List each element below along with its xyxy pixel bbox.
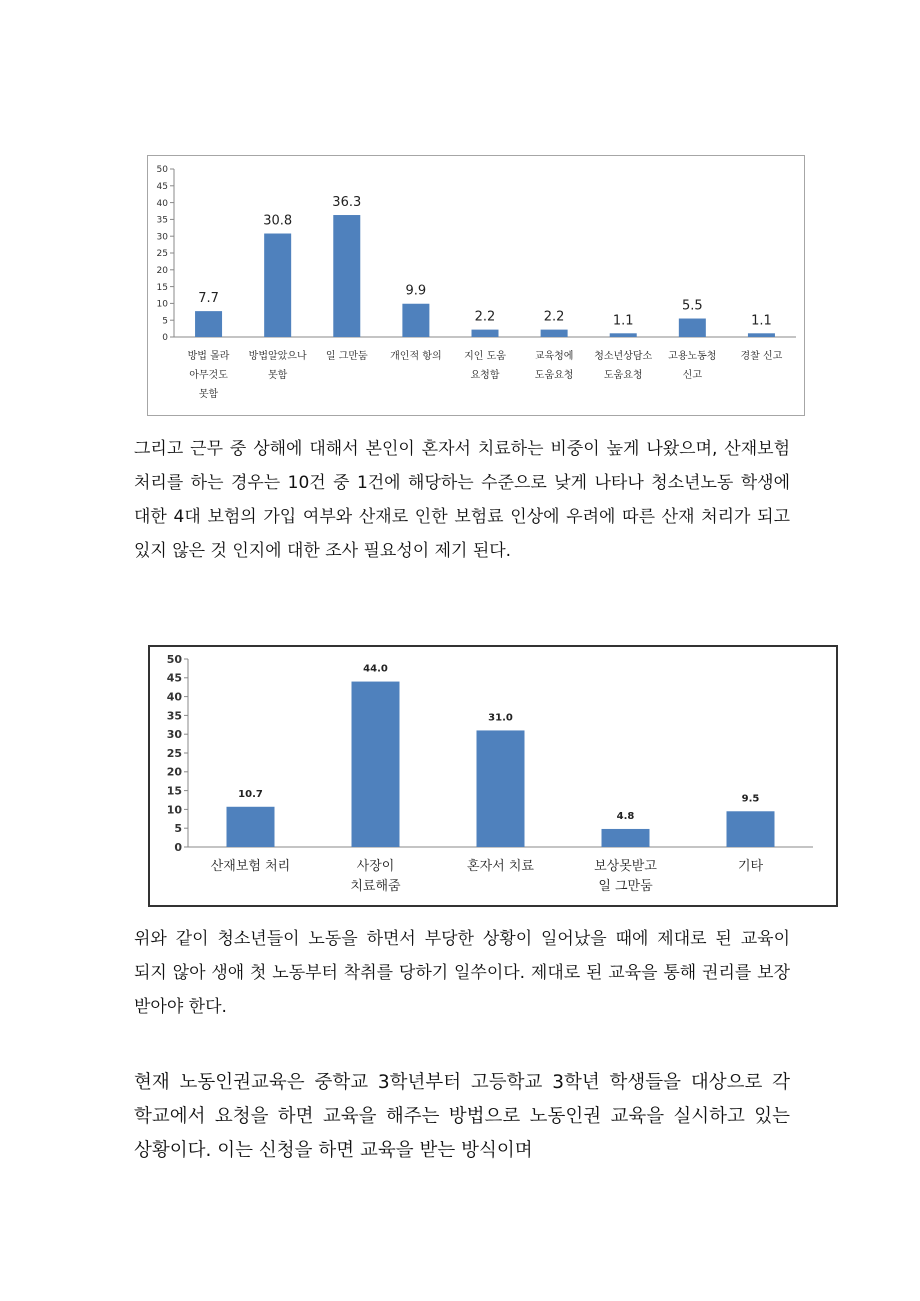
y-tick-label: 5 bbox=[162, 316, 168, 327]
y-tick-label: 5 bbox=[174, 822, 182, 836]
y-tick-label: 50 bbox=[156, 165, 168, 176]
category-label: 신고 bbox=[682, 370, 702, 381]
bar bbox=[402, 304, 429, 337]
bar-value-label: 36.3 bbox=[332, 195, 362, 211]
category-label: 지인 도움 bbox=[464, 351, 506, 362]
y-tick-label: 25 bbox=[166, 746, 182, 760]
bar-value-label: 9.9 bbox=[405, 283, 427, 299]
bar-value-label: 5.5 bbox=[681, 298, 703, 314]
y-tick-label: 30 bbox=[166, 728, 182, 742]
chart-injury-treatment bbox=[148, 645, 838, 907]
bar-value-label: 2.2 bbox=[474, 309, 496, 325]
y-tick-label: 45 bbox=[166, 671, 182, 685]
bar-value-label: 10.7 bbox=[238, 788, 263, 800]
bar-value-label: 1.1 bbox=[751, 313, 772, 329]
category-label: 도움요청 bbox=[534, 370, 574, 381]
y-tick-label: 20 bbox=[166, 765, 182, 779]
bar-value-label: 31.0 bbox=[488, 712, 513, 724]
y-tick-label: 35 bbox=[166, 709, 182, 723]
category-label: 보상못받고 bbox=[594, 859, 657, 874]
bar-value-label: 1.1 bbox=[612, 313, 634, 329]
y-tick-label: 25 bbox=[156, 249, 168, 260]
bar bbox=[748, 333, 775, 337]
category-label: 일 그만둠 bbox=[325, 351, 368, 362]
bar bbox=[602, 829, 650, 847]
bar bbox=[227, 807, 275, 847]
bar-value-label: 44.0 bbox=[363, 663, 388, 675]
y-tick-label: 0 bbox=[174, 840, 182, 854]
bar bbox=[352, 682, 400, 847]
y-tick-label: 0 bbox=[162, 333, 168, 344]
category-label: 고용노동청 bbox=[668, 351, 717, 362]
chart-response-to-unfair-treatment bbox=[147, 155, 805, 416]
y-tick-label: 40 bbox=[166, 690, 182, 704]
bar bbox=[264, 234, 291, 337]
category-label: 못함 bbox=[268, 370, 288, 381]
bar-value-label: 9.5 bbox=[741, 793, 760, 805]
category-label: 사장이 bbox=[356, 859, 395, 874]
paragraph-current-labor-rights-education: 현재 노동인권교육은 중학교 3학년부터 고등학교 3학년 학생들을 대상으로 각 학교에서 요청을 하면 교육을 해주는 방법으로 노동인권 교육을 실시하고 있는 상황이다. 이는 신청을 하면 교육을 받는 방식이며 bbox=[134, 1072, 790, 1161]
bar bbox=[195, 311, 222, 337]
category-label: 기타 bbox=[737, 859, 764, 874]
paragraph-industrial-accident: 그리고 근무 중 상해에 대해서 본인이 혼자서 치료하는 비중이 높게 나왔으며, 산재보험 처리를 하는 경우는 10건 중 1건에 해당하는 수준으로 낮게 나타나 청소년노동 학생에 대한 4대 보험의 가입 여부와 산재로 인한 보험료 인상에 우려에 따른 산재 처리가 되고 있지 않은 것 인지에 대한 조사 필요성이 제기 된다. bbox=[134, 439, 790, 561]
category-label: 요청함 bbox=[470, 370, 500, 381]
bar bbox=[477, 730, 525, 847]
y-tick-label: 50 bbox=[166, 652, 182, 666]
bar-value-label: 30.8 bbox=[263, 213, 293, 229]
category-label: 개인적 항의 bbox=[390, 351, 442, 362]
category-label: 못함 bbox=[198, 389, 219, 400]
y-tick-label: 10 bbox=[156, 299, 168, 310]
bar bbox=[610, 333, 637, 337]
bar bbox=[679, 319, 706, 337]
category-label: 경찰 신고 bbox=[740, 351, 783, 362]
category-label: 치료해줌 bbox=[350, 879, 401, 894]
category-label: 혼자서 치료 bbox=[467, 859, 534, 874]
category-label: 일 그만둠 bbox=[598, 879, 653, 894]
bar bbox=[541, 330, 568, 337]
bar-chart-1 bbox=[148, 156, 804, 415]
paragraph-education-need: 위와 같이 청소년들이 노동을 하면서 부당한 상황이 일어났을 때에 제대로 된 교육이 되지 않아 생애 첫 노동부터 착취를 당하기 일쑤이다. 제대로 된 교육을 통해 권리를 보장 받아야 한다. bbox=[134, 929, 790, 1017]
y-tick-label: 10 bbox=[166, 803, 182, 817]
y-tick-label: 20 bbox=[156, 265, 168, 276]
y-tick-label: 45 bbox=[156, 181, 168, 192]
y-tick-label: 15 bbox=[166, 784, 182, 798]
category-label: 산재보험 처리 bbox=[210, 859, 291, 874]
y-tick-label: 40 bbox=[156, 198, 168, 209]
y-tick-label: 30 bbox=[156, 232, 168, 243]
bar-value-label: 2.2 bbox=[543, 309, 565, 325]
y-tick-label: 15 bbox=[156, 282, 168, 293]
category-label: 교육청에 bbox=[534, 351, 574, 362]
y-tick-label: 35 bbox=[156, 215, 168, 226]
category-label: 도움요청 bbox=[603, 370, 643, 381]
bar bbox=[333, 215, 360, 337]
category-label: 아무것도 bbox=[189, 370, 228, 381]
category-label: 방법알았으나 bbox=[248, 351, 307, 362]
bar bbox=[727, 811, 775, 847]
bar-value-label: 7.7 bbox=[198, 291, 219, 307]
category-label: 청소년상담소 bbox=[594, 351, 653, 362]
bar-chart-2 bbox=[150, 647, 836, 905]
category-label: 방법 몰라 bbox=[187, 351, 230, 362]
bar-value-label: 4.8 bbox=[616, 810, 635, 822]
bar bbox=[472, 330, 499, 337]
